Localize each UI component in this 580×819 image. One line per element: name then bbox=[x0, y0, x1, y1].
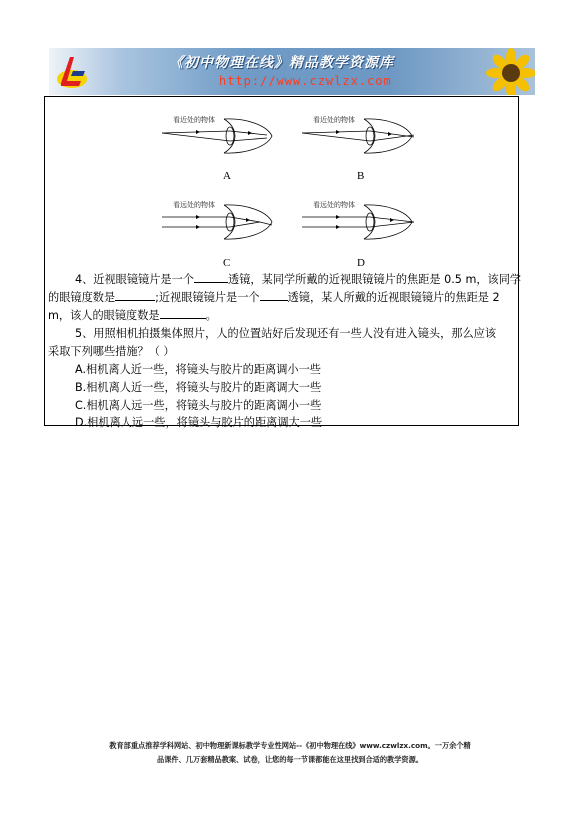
question-frame bbox=[44, 96, 522, 429]
figure-a-caption: 看近处的物体 bbox=[173, 116, 215, 124]
q4-text-2a: 的眼镜度数是 bbox=[48, 291, 116, 304]
figure-b-label: B bbox=[357, 170, 365, 182]
footer-line-1: 教育部重点推荐学科网站、初中物理新课标教学专业性网站--《初中物理在线》www.czwlzx.com。一万余个精 bbox=[109, 741, 471, 750]
site-logo-icon bbox=[55, 53, 89, 91]
q4-blank-1[interactable] bbox=[194, 271, 228, 283]
footer-line-2: 品课件、几万套精品教案、试卷，让您的每一节课都能在这里找到合适的教学资源。 bbox=[157, 755, 423, 764]
banner-title: 《初中物理在线》精品教学资源库 bbox=[169, 55, 394, 71]
q4-text-1a: 4、近视眼镜镜片是一个 bbox=[75, 273, 194, 286]
figure-d-caption: 看远处的物体 bbox=[313, 201, 355, 209]
banner-url-link[interactable]: http://www.czwlzx.com bbox=[219, 74, 392, 88]
header-banner bbox=[49, 48, 535, 95]
q4-blank-3[interactable] bbox=[260, 289, 288, 301]
q4-text-2b: ;近视眼镜镜片是一个 bbox=[155, 291, 260, 304]
q5-option-c[interactable]: C.相机离人远一些，将镜头与胶片的距离调小一些 bbox=[75, 399, 322, 412]
q4-blank-4[interactable] bbox=[160, 307, 206, 319]
q4-line-3 bbox=[48, 307, 217, 325]
q5-option-b[interactable]: B.相机离人近一些，将镜头与胶片的距离调大一些 bbox=[75, 381, 322, 394]
q5-option-d[interactable]: D.相机离人远一些，将镜头与胶片的距离调大一些 bbox=[75, 416, 323, 429]
sunflower-icon bbox=[471, 48, 535, 95]
q4-text-3a: m，该人的眼镜度数是 bbox=[48, 309, 160, 322]
figure-b-caption: 看近处的物体 bbox=[313, 116, 355, 124]
figure-c-caption: 看远处的物体 bbox=[173, 201, 215, 209]
q5-line-1: 5、用照相机拍摄集体照片，人的位置站好后发现还有一些人没有进入镜头，那么应该 bbox=[75, 327, 497, 340]
figure-c-label: C bbox=[223, 257, 231, 269]
q5-option-a[interactable]: A.相机离人近一些，将镜头与胶片的距离调小一些 bbox=[75, 363, 321, 376]
figure-d-label: D bbox=[357, 257, 365, 269]
q4-text-3b: 。 bbox=[205, 309, 217, 322]
q4-line-1 bbox=[75, 271, 521, 289]
q4-blank-2[interactable] bbox=[115, 289, 155, 301]
q4-text-1b: 透镜，某同学所戴的近视眼镜镜片的焦距是 0.5 m，该同学 bbox=[228, 273, 522, 286]
q5-line-2: 采取下列哪些措施？（ ） bbox=[48, 345, 175, 358]
q4-line-2 bbox=[48, 289, 500, 307]
q4-text-2c: 透镜，某人所戴的近视眼镜镜片的焦距是 2 bbox=[287, 291, 500, 304]
figure-a-label: A bbox=[223, 170, 231, 182]
